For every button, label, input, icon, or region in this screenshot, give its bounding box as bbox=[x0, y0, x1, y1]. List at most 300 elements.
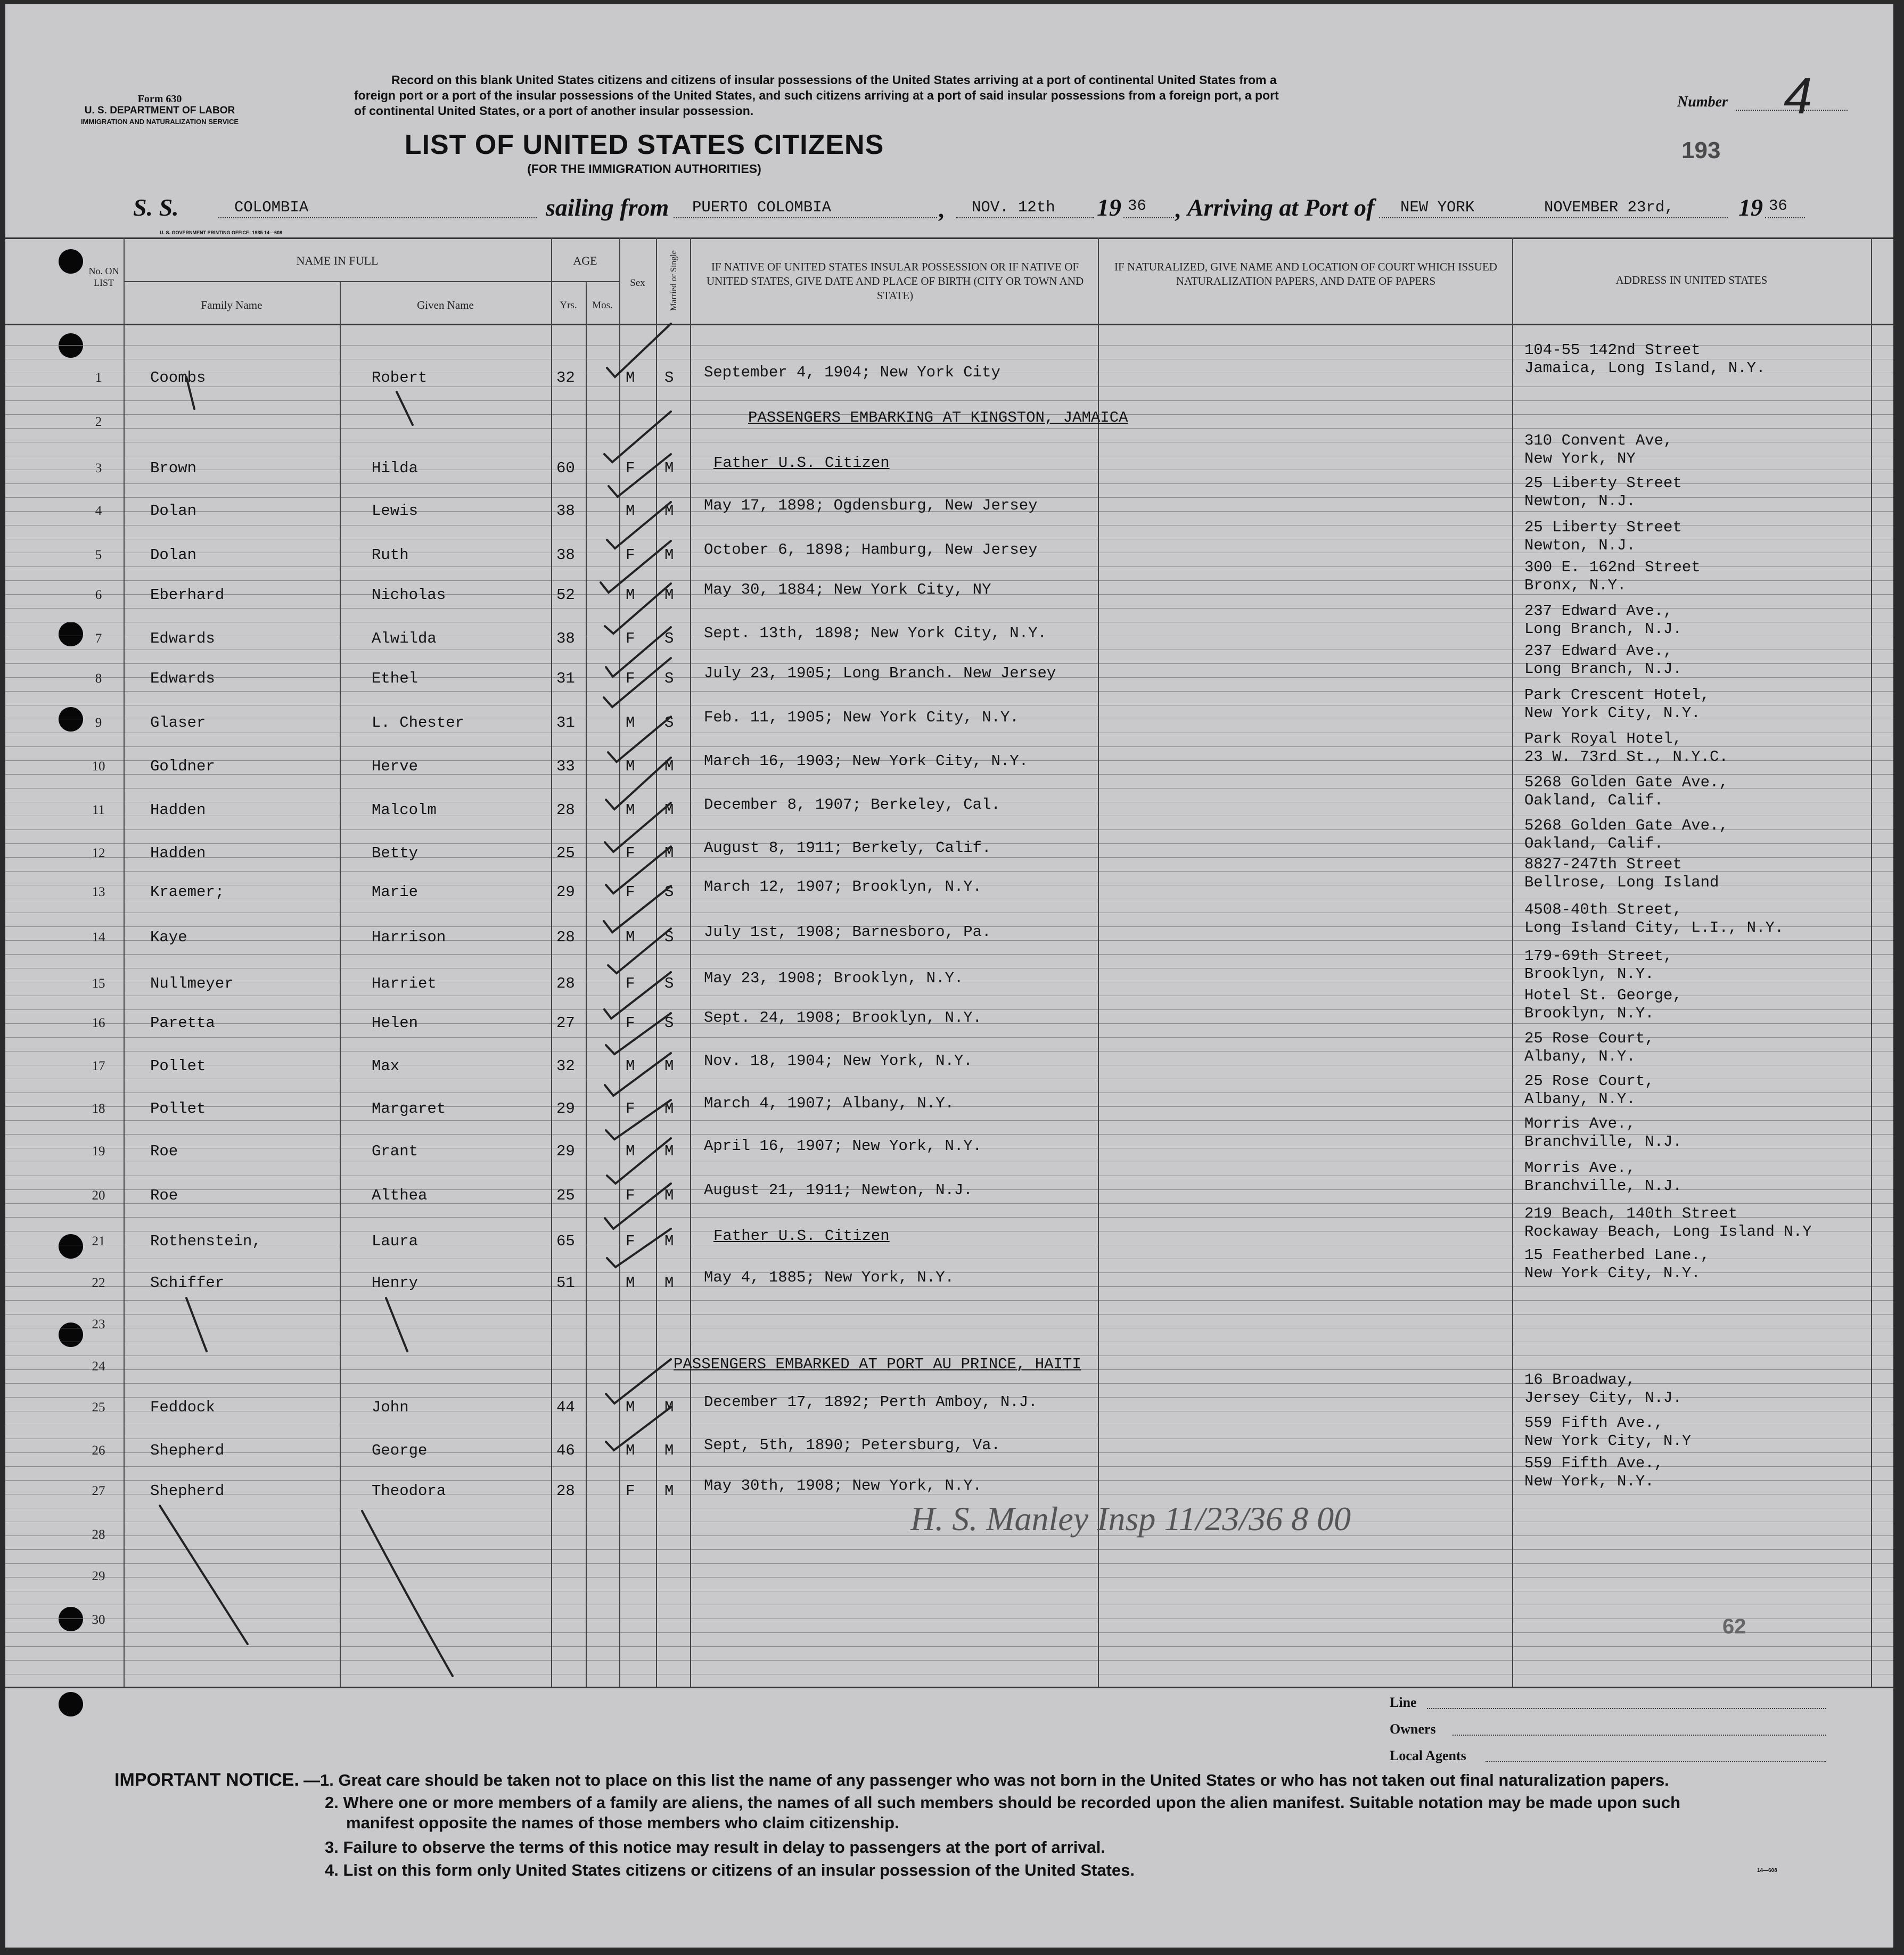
row-number: 23 bbox=[92, 1317, 105, 1332]
age-years: 51 bbox=[556, 1274, 575, 1292]
row-number: 4 bbox=[95, 504, 102, 518]
row-number: 10 bbox=[92, 759, 105, 774]
age-years: 27 bbox=[556, 1014, 575, 1032]
sex: M bbox=[626, 369, 635, 387]
address-line-2: New York, NY bbox=[1524, 450, 1636, 467]
tick-mark bbox=[605, 584, 671, 634]
header-married-single: Married or Single bbox=[669, 250, 678, 311]
given-name: Ethel bbox=[372, 670, 418, 687]
form-number: Form 630 bbox=[137, 93, 182, 105]
header-sex: Sex bbox=[630, 277, 645, 289]
given-name: Malcolm bbox=[372, 801, 437, 819]
address-line-2: Long Branch, N.J. bbox=[1524, 660, 1682, 678]
manifest-page bbox=[5, 4, 1893, 1948]
given-name: Helen bbox=[372, 1014, 418, 1032]
marital-status: M bbox=[664, 1100, 674, 1118]
sex: M bbox=[626, 502, 635, 520]
birth-info: Sept, 5th, 1890; Petersburg, Va. bbox=[704, 1436, 1000, 1454]
given-name: L. Chester bbox=[372, 714, 465, 732]
address-line-1: 179-69th Street, bbox=[1524, 947, 1673, 965]
local-agents-field bbox=[1486, 1760, 1826, 1762]
address-line-2: Oakland, Calif. bbox=[1524, 835, 1664, 852]
age-years: 46 bbox=[556, 1442, 575, 1459]
row-number: 13 bbox=[92, 885, 105, 899]
birth-info: March 4, 1907; Albany, N.Y. bbox=[704, 1095, 954, 1112]
header-naturalized: IF NATURALIZED, GIVE NAME AND LOCATION OF COURT WHICH ISSUED NATURALIZATION PAPERS, AND DATE OF PAPERS bbox=[1114, 260, 1497, 288]
address-line-1: 300 E. 162nd Street bbox=[1524, 558, 1701, 576]
given-name: Herve bbox=[372, 758, 418, 775]
row-number: 16 bbox=[92, 1016, 105, 1030]
sail-date: NOV. 12th bbox=[972, 199, 1055, 216]
sex: M bbox=[626, 714, 635, 732]
page-stamp: 193 bbox=[1681, 137, 1721, 163]
address-line-1: 310 Convent Ave, bbox=[1524, 432, 1673, 449]
family-name: Shepherd bbox=[150, 1482, 225, 1500]
given-name: George bbox=[372, 1442, 428, 1459]
given-name: Grant bbox=[372, 1143, 418, 1160]
sail-year: 36 bbox=[1128, 197, 1146, 215]
row-number: 26 bbox=[92, 1443, 105, 1458]
marital-status: M bbox=[664, 1274, 674, 1292]
address-line-2: New York City, N.Y. bbox=[1524, 1264, 1701, 1282]
row-number: 27 bbox=[92, 1484, 105, 1498]
age-years: 31 bbox=[556, 670, 575, 687]
row-number: 30 bbox=[92, 1613, 105, 1627]
tick-mark bbox=[605, 1053, 671, 1096]
age-years: 29 bbox=[556, 1143, 575, 1160]
birth-info: Father U.S. Citizen bbox=[713, 454, 890, 472]
given-name: Henry bbox=[372, 1274, 418, 1292]
birth-info: May 30, 1884; New York City, NY bbox=[704, 581, 991, 598]
given-name: Harrison bbox=[372, 929, 446, 946]
address-line-1: 8827-247th Street bbox=[1524, 856, 1682, 873]
tick-mark bbox=[605, 1184, 671, 1229]
given-name: Margaret bbox=[372, 1100, 446, 1118]
age-years: 38 bbox=[556, 502, 575, 520]
given-name: John bbox=[372, 1399, 409, 1416]
marital-status: M bbox=[664, 459, 674, 477]
address-line-2: Oakland, Calif. bbox=[1524, 792, 1664, 809]
header-address: ADDRESS IN UNITED STATES bbox=[1615, 274, 1768, 286]
instruction-line: foreign port or a port of the insular possessions of the United States, and such citizens arriving at a port of said insular possessions from a foreign port, a port bbox=[354, 88, 1279, 102]
address-line-1: 219 Beach, 140th Street bbox=[1524, 1205, 1738, 1222]
footer-code: 14—608 bbox=[1757, 1868, 1777, 1874]
sex: F bbox=[626, 1187, 635, 1204]
corner-mark: 62 bbox=[1722, 1615, 1746, 1638]
sex: M bbox=[626, 1057, 635, 1075]
address-line-1: 559 Fifth Ave., bbox=[1524, 1414, 1664, 1432]
marital-status: S bbox=[664, 1014, 674, 1032]
birth-info: Sept. 24, 1908; Brooklyn, N.Y. bbox=[704, 1009, 982, 1026]
instruction-line: Record on this blank United States citizens and citizens of insular possessions of the United States arriving at a port of continental United States from a bbox=[391, 73, 1277, 87]
handwritten-marks bbox=[5, 4, 1893, 1948]
sex: F bbox=[626, 883, 635, 901]
row-number: 25 bbox=[92, 1400, 105, 1415]
marital-status: S bbox=[664, 369, 674, 387]
given-name: Althea bbox=[372, 1187, 428, 1204]
address-line-1: 4508-40th Street, bbox=[1524, 901, 1682, 918]
row-number: 28 bbox=[92, 1527, 105, 1542]
sex: F bbox=[626, 459, 635, 477]
family-name: Hadden bbox=[150, 801, 206, 819]
family-name: Edwards bbox=[150, 630, 215, 647]
marital-status: S bbox=[664, 883, 674, 901]
family-name: Kaye bbox=[150, 929, 187, 946]
age-years: 28 bbox=[556, 1482, 575, 1500]
family-name: Paretta bbox=[150, 1014, 215, 1032]
address-line-2: New York City, N.Y. bbox=[1524, 704, 1701, 722]
address-line-1: Hotel St. George, bbox=[1524, 987, 1682, 1004]
header-family-name: Family Name bbox=[201, 299, 262, 311]
sex: M bbox=[626, 1274, 635, 1292]
given-name: Nicholas bbox=[372, 586, 446, 604]
strike-mark bbox=[186, 1298, 207, 1351]
row-number: 3 bbox=[95, 461, 102, 475]
strike-mark bbox=[397, 392, 413, 425]
address-line-2: Brooklyn, N.Y. bbox=[1524, 965, 1654, 983]
tick-mark bbox=[606, 1407, 671, 1450]
arrival-date: NOVEMBER 23rd, bbox=[1544, 199, 1674, 216]
arrival-port: NEW YORK bbox=[1400, 199, 1475, 216]
address-line-2: Bronx, N.Y. bbox=[1524, 577, 1627, 594]
family-name: Kraemer; bbox=[150, 883, 225, 901]
strike-mark bbox=[160, 1506, 248, 1644]
tick-mark bbox=[606, 1100, 671, 1139]
instruction-line: of continental United States, or a port of another insular possession. bbox=[354, 104, 754, 118]
given-name: Harriet bbox=[372, 975, 437, 992]
age-years: 44 bbox=[556, 1399, 575, 1416]
birth-info: Sept. 13th, 1898; New York City, N.Y. bbox=[704, 625, 1047, 642]
marital-status: M bbox=[664, 1187, 674, 1204]
local-agents-label: Local Agents bbox=[1390, 1748, 1466, 1763]
age-years: 60 bbox=[556, 459, 575, 477]
age-years: 28 bbox=[556, 929, 575, 946]
address-line-2: Albany, N.Y. bbox=[1524, 1090, 1636, 1108]
haiti-section-note: PASSENGERS EMBARKED AT PORT AU PRINCE, HAITI bbox=[674, 1356, 1081, 1373]
kingston-section-note: PASSENGERS EMBARKING AT KINGSTON, JAMAICA bbox=[748, 409, 1128, 426]
address-line-2: New York, N.Y. bbox=[1524, 1473, 1654, 1490]
birth-info: May 23, 1908; Brooklyn, N.Y. bbox=[704, 970, 964, 987]
address-line-1: Park Royal Hotel, bbox=[1524, 730, 1682, 748]
birth-info: Father U.S. Citizen bbox=[713, 1227, 890, 1245]
given-name: Hilda bbox=[372, 459, 418, 477]
header-no-on-list: No. ON LIST bbox=[88, 266, 119, 288]
address-line-2: Bellrose, Long Island bbox=[1524, 874, 1719, 891]
marital-status: M bbox=[664, 758, 674, 775]
birth-info: July 23, 1905; Long Branch. New Jersey bbox=[704, 664, 1056, 682]
inspector-signature: H. S. Manley Insp 11/23/36 8 00 bbox=[910, 1500, 1351, 1538]
sex: F bbox=[626, 630, 635, 647]
family-name: Roe bbox=[150, 1143, 178, 1160]
number-label: Number bbox=[1677, 94, 1728, 110]
birth-info: May 4, 1885; New York, N.Y. bbox=[704, 1269, 954, 1286]
address-line-1: 237 Edward Ave., bbox=[1524, 602, 1673, 620]
birth-info: Nov. 18, 1904; New York, N.Y. bbox=[704, 1052, 973, 1070]
given-name: Lewis bbox=[372, 502, 418, 520]
birth-info: December 8, 1907; Berkeley, Cal. bbox=[704, 796, 1000, 814]
row-number: 22 bbox=[92, 1276, 105, 1290]
sex: F bbox=[626, 975, 635, 992]
tick-mark bbox=[606, 847, 671, 893]
birth-info: August 8, 1911; Berkely, Calif. bbox=[704, 839, 991, 857]
family-name: Roe bbox=[150, 1187, 178, 1204]
tick-mark bbox=[601, 541, 671, 593]
tick-mark bbox=[607, 1229, 671, 1267]
address-line-1: 25 Liberty Street bbox=[1524, 519, 1682, 536]
tick-mark bbox=[607, 1138, 671, 1184]
arrival-year: 36 bbox=[1769, 197, 1787, 215]
sailing-label: sailing from bbox=[546, 194, 669, 221]
marital-status: M bbox=[664, 1233, 674, 1250]
tick-mark bbox=[606, 1013, 671, 1054]
row-number: 19 bbox=[92, 1144, 105, 1159]
marital-status: M bbox=[664, 1442, 674, 1459]
address-line-2: Albany, N.Y. bbox=[1524, 1048, 1636, 1065]
birth-info: September 4, 1904; New York City bbox=[704, 364, 1000, 381]
address-line-2: Jersey City, N.J. bbox=[1524, 1389, 1682, 1407]
line-label: Line bbox=[1390, 1695, 1417, 1710]
sex: M bbox=[626, 929, 635, 946]
address-line-1: 16 Broadway, bbox=[1524, 1371, 1636, 1389]
sex: F bbox=[626, 1233, 635, 1250]
birth-info: March 12, 1907; Brooklyn, N.Y. bbox=[704, 878, 982, 896]
comma: , bbox=[1175, 196, 1180, 223]
service-name: IMMIGRATION AND NATURALIZATION SERVICE bbox=[80, 118, 239, 126]
marital-status: M bbox=[664, 801, 674, 819]
address-line-1: 25 Rose Court, bbox=[1524, 1072, 1654, 1090]
age-years: 38 bbox=[556, 630, 575, 647]
given-name: Marie bbox=[372, 883, 418, 901]
birth-info: March 16, 1903; New York City, N.Y. bbox=[704, 752, 1029, 770]
birth-info: October 6, 1898; Hamburg, New Jersey bbox=[704, 541, 1038, 558]
notice-item: manifest opposite the names of those members who claim citizenship. bbox=[346, 1813, 899, 1832]
ss-label: S. S. bbox=[133, 194, 179, 221]
age-years: 28 bbox=[556, 975, 575, 992]
marital-status: M bbox=[664, 1482, 674, 1500]
header-given-name: Given Name bbox=[417, 299, 474, 311]
tick-mark bbox=[604, 658, 671, 707]
address-line-2: Rockaway Beach, Long Island N.Y bbox=[1524, 1223, 1812, 1241]
age-years: 52 bbox=[556, 586, 575, 604]
strike-mark bbox=[362, 1511, 453, 1676]
address-line-2: New York City, N.Y bbox=[1524, 1432, 1692, 1450]
row-number: 29 bbox=[92, 1569, 105, 1583]
marital-status: M bbox=[664, 1143, 674, 1160]
address-line-2: Newton, N.J. bbox=[1524, 492, 1636, 510]
row-number: 2 bbox=[95, 415, 102, 429]
address-line-1: 237 Edward Ave., bbox=[1524, 642, 1673, 660]
tick-mark bbox=[608, 929, 671, 973]
tick-mark bbox=[606, 1359, 671, 1403]
marital-status: M bbox=[664, 586, 674, 604]
row-number: 21 bbox=[92, 1234, 105, 1248]
marital-status: S bbox=[664, 975, 674, 992]
row-number: 6 bbox=[95, 588, 102, 602]
from-port: PUERTO COLOMBIA bbox=[692, 199, 832, 216]
family-name: Dolan bbox=[150, 546, 197, 564]
marital-status: S bbox=[664, 929, 674, 946]
comma: , bbox=[938, 196, 944, 223]
marital-status: S bbox=[664, 630, 674, 647]
notice-item: 3. Failure to observe the terms of this notice may result in delay to passengers at the port of arrival. bbox=[325, 1838, 1106, 1857]
page-title: LIST OF UNITED STATES CITIZENS bbox=[404, 129, 884, 160]
notice-item: 2. Where one or more members of a family are aliens, the names of all such members should be recorded upon the alien manifest. Suitable notation may be made upon such bbox=[325, 1793, 1681, 1812]
address-line-1: 5268 Golden Gate Ave., bbox=[1524, 774, 1728, 791]
notice-item: 4. List on this form only United States citizens or citizens of an insular possession of the United States. bbox=[325, 1861, 1135, 1879]
birth-info: December 17, 1892; Perth Amboy, N.J. bbox=[704, 1393, 1038, 1411]
strike-mark bbox=[386, 1298, 407, 1351]
family-name: Glaser bbox=[150, 714, 206, 732]
family-name: Rothenstein, bbox=[150, 1233, 261, 1250]
arrival-year-prefix: 19 bbox=[1738, 194, 1763, 221]
sex: M bbox=[626, 1399, 635, 1416]
sex: F bbox=[626, 844, 635, 862]
tick-mark bbox=[609, 454, 671, 497]
owners-field bbox=[1452, 1734, 1826, 1736]
address-line-1: 104-55 142nd Street bbox=[1524, 341, 1701, 359]
tick-mark bbox=[606, 758, 671, 809]
header-age: AGE bbox=[573, 254, 597, 267]
age-years: 32 bbox=[556, 369, 575, 387]
family-name: Feddock bbox=[150, 1399, 215, 1416]
age-years: 31 bbox=[556, 714, 575, 732]
number-value: 4 bbox=[1784, 68, 1812, 125]
family-name: Hadden bbox=[150, 844, 206, 862]
strike-mark bbox=[186, 377, 194, 409]
row-number: 7 bbox=[95, 631, 102, 646]
notice-item: —1. Great care should be taken not to place on this list the name of any passenger who was not born in the United States or who has not taken out final naturalization papers. bbox=[303, 1771, 1669, 1789]
notice-heading: IMPORTANT NOTICE. bbox=[114, 1770, 299, 1790]
row-number: 9 bbox=[95, 716, 102, 730]
sex: F bbox=[626, 1482, 635, 1500]
row-number: 5 bbox=[95, 548, 102, 562]
age-years: 38 bbox=[556, 546, 575, 564]
year-prefix: 19 bbox=[1097, 194, 1121, 221]
address-line-1: Park Crescent Hotel, bbox=[1524, 686, 1710, 704]
family-name: Nullmeyer bbox=[150, 975, 234, 992]
address-line-1: 25 Liberty Street bbox=[1524, 474, 1682, 492]
tick-mark bbox=[606, 627, 671, 677]
given-name: Alwilda bbox=[372, 630, 437, 647]
family-name: Coombs bbox=[150, 369, 206, 387]
row-number: 18 bbox=[92, 1102, 105, 1116]
birth-info: May 17, 1898; Ogdensburg, New Jersey bbox=[704, 497, 1038, 514]
row-number: 17 bbox=[92, 1059, 105, 1073]
birth-info: Feb. 11, 1905; New York City, N.Y. bbox=[704, 709, 1019, 726]
row-number: 24 bbox=[92, 1359, 105, 1374]
sex: M bbox=[626, 758, 635, 775]
address-line-1: Morris Ave., bbox=[1524, 1159, 1636, 1177]
marital-status: M bbox=[664, 844, 674, 862]
row-number: 8 bbox=[95, 671, 102, 686]
printing-office: U. S. GOVERNMENT PRINTING OFFICE: 1935 14—608 bbox=[160, 230, 283, 235]
family-name: Pollet bbox=[150, 1100, 206, 1118]
row-number: 20 bbox=[92, 1188, 105, 1203]
header-yrs: Yrs. bbox=[560, 300, 577, 311]
sex: M bbox=[626, 586, 635, 604]
owners-label: Owners bbox=[1390, 1721, 1436, 1737]
address-line-1: 25 Rose Court, bbox=[1524, 1030, 1654, 1047]
sex: M bbox=[626, 801, 635, 819]
marital-status: S bbox=[664, 714, 674, 732]
sex: F bbox=[626, 546, 635, 564]
header-mos: Mos. bbox=[592, 300, 613, 311]
address-line-2: Long Island City, L.I., N.Y. bbox=[1524, 919, 1784, 937]
age-years: 33 bbox=[556, 758, 575, 775]
family-name: Schiffer bbox=[150, 1274, 225, 1292]
age-years: 25 bbox=[556, 844, 575, 862]
marital-status: M bbox=[664, 1399, 674, 1416]
age-years: 65 bbox=[556, 1233, 575, 1250]
department-name: U. S. DEPARTMENT OF LABOR bbox=[84, 105, 235, 116]
sex: F bbox=[626, 1014, 635, 1032]
age-years: 25 bbox=[556, 1187, 575, 1204]
address-line-2: Branchville, N.J. bbox=[1524, 1133, 1682, 1151]
sex: M bbox=[626, 1442, 635, 1459]
age-years: 29 bbox=[556, 1100, 575, 1118]
ship-name: COLOMBIA bbox=[234, 199, 309, 216]
given-name: Max bbox=[372, 1057, 400, 1075]
tick-mark bbox=[604, 412, 671, 462]
family-name: Goldner bbox=[150, 758, 215, 775]
birth-info: August 21, 1911; Newton, N.J. bbox=[704, 1181, 973, 1199]
arriving-label: Arriving at Port of bbox=[1187, 194, 1375, 221]
marital-status: M bbox=[664, 1057, 674, 1075]
address-line-1: 15 Featherbed Lane., bbox=[1524, 1246, 1710, 1264]
marital-status: M bbox=[664, 546, 674, 564]
given-name: Laura bbox=[372, 1233, 418, 1250]
row-number: 1 bbox=[95, 371, 102, 385]
header-name-in-full: NAME IN FULL bbox=[296, 254, 379, 267]
tick-mark bbox=[607, 502, 671, 548]
marital-status: S bbox=[664, 670, 674, 687]
family-name: Brown bbox=[150, 459, 197, 477]
address-line-2: Newton, N.J. bbox=[1524, 537, 1636, 554]
birth-info: May 30th, 1908; New York, N.Y. bbox=[704, 1477, 982, 1494]
address-line-2: Long Branch, N.J. bbox=[1524, 620, 1682, 638]
family-name: Shepherd bbox=[150, 1442, 225, 1459]
address-line-2: 23 W. 73rd St., N.Y.C. bbox=[1524, 748, 1728, 766]
birth-info: July 1st, 1908; Barnesboro, Pa. bbox=[704, 923, 991, 941]
family-name: Dolan bbox=[150, 502, 197, 520]
row-number: 14 bbox=[92, 930, 105, 944]
address-line-2: Brooklyn, N.Y. bbox=[1524, 1005, 1654, 1022]
tick-mark bbox=[604, 972, 671, 1018]
tick-mark bbox=[607, 324, 671, 377]
row-number: 11 bbox=[92, 803, 105, 817]
sex: M bbox=[626, 1143, 635, 1160]
sex: F bbox=[626, 670, 635, 687]
sex: F bbox=[626, 1100, 635, 1118]
age-years: 28 bbox=[556, 801, 575, 819]
page-subtitle: (FOR THE IMMIGRATION AUTHORITIES) bbox=[527, 162, 761, 176]
age-years: 29 bbox=[556, 883, 575, 901]
tick-mark bbox=[608, 717, 671, 762]
given-name: Ruth bbox=[372, 546, 409, 564]
address-line-2: Branchville, N.J. bbox=[1524, 1177, 1682, 1195]
given-name: Betty bbox=[372, 844, 418, 862]
row-number: 12 bbox=[92, 846, 105, 860]
marital-status: M bbox=[664, 502, 674, 520]
birth-info: April 16, 1907; New York, N.Y. bbox=[704, 1137, 982, 1155]
given-name: Robert bbox=[372, 369, 428, 387]
address-line-1: 5268 Golden Gate Ave., bbox=[1524, 817, 1728, 834]
family-name: Pollet bbox=[150, 1057, 206, 1075]
address-line-1: 559 Fifth Ave., bbox=[1524, 1455, 1664, 1472]
age-years: 32 bbox=[556, 1057, 575, 1075]
line-field bbox=[1427, 1707, 1826, 1709]
given-name: Theodora bbox=[372, 1482, 446, 1500]
